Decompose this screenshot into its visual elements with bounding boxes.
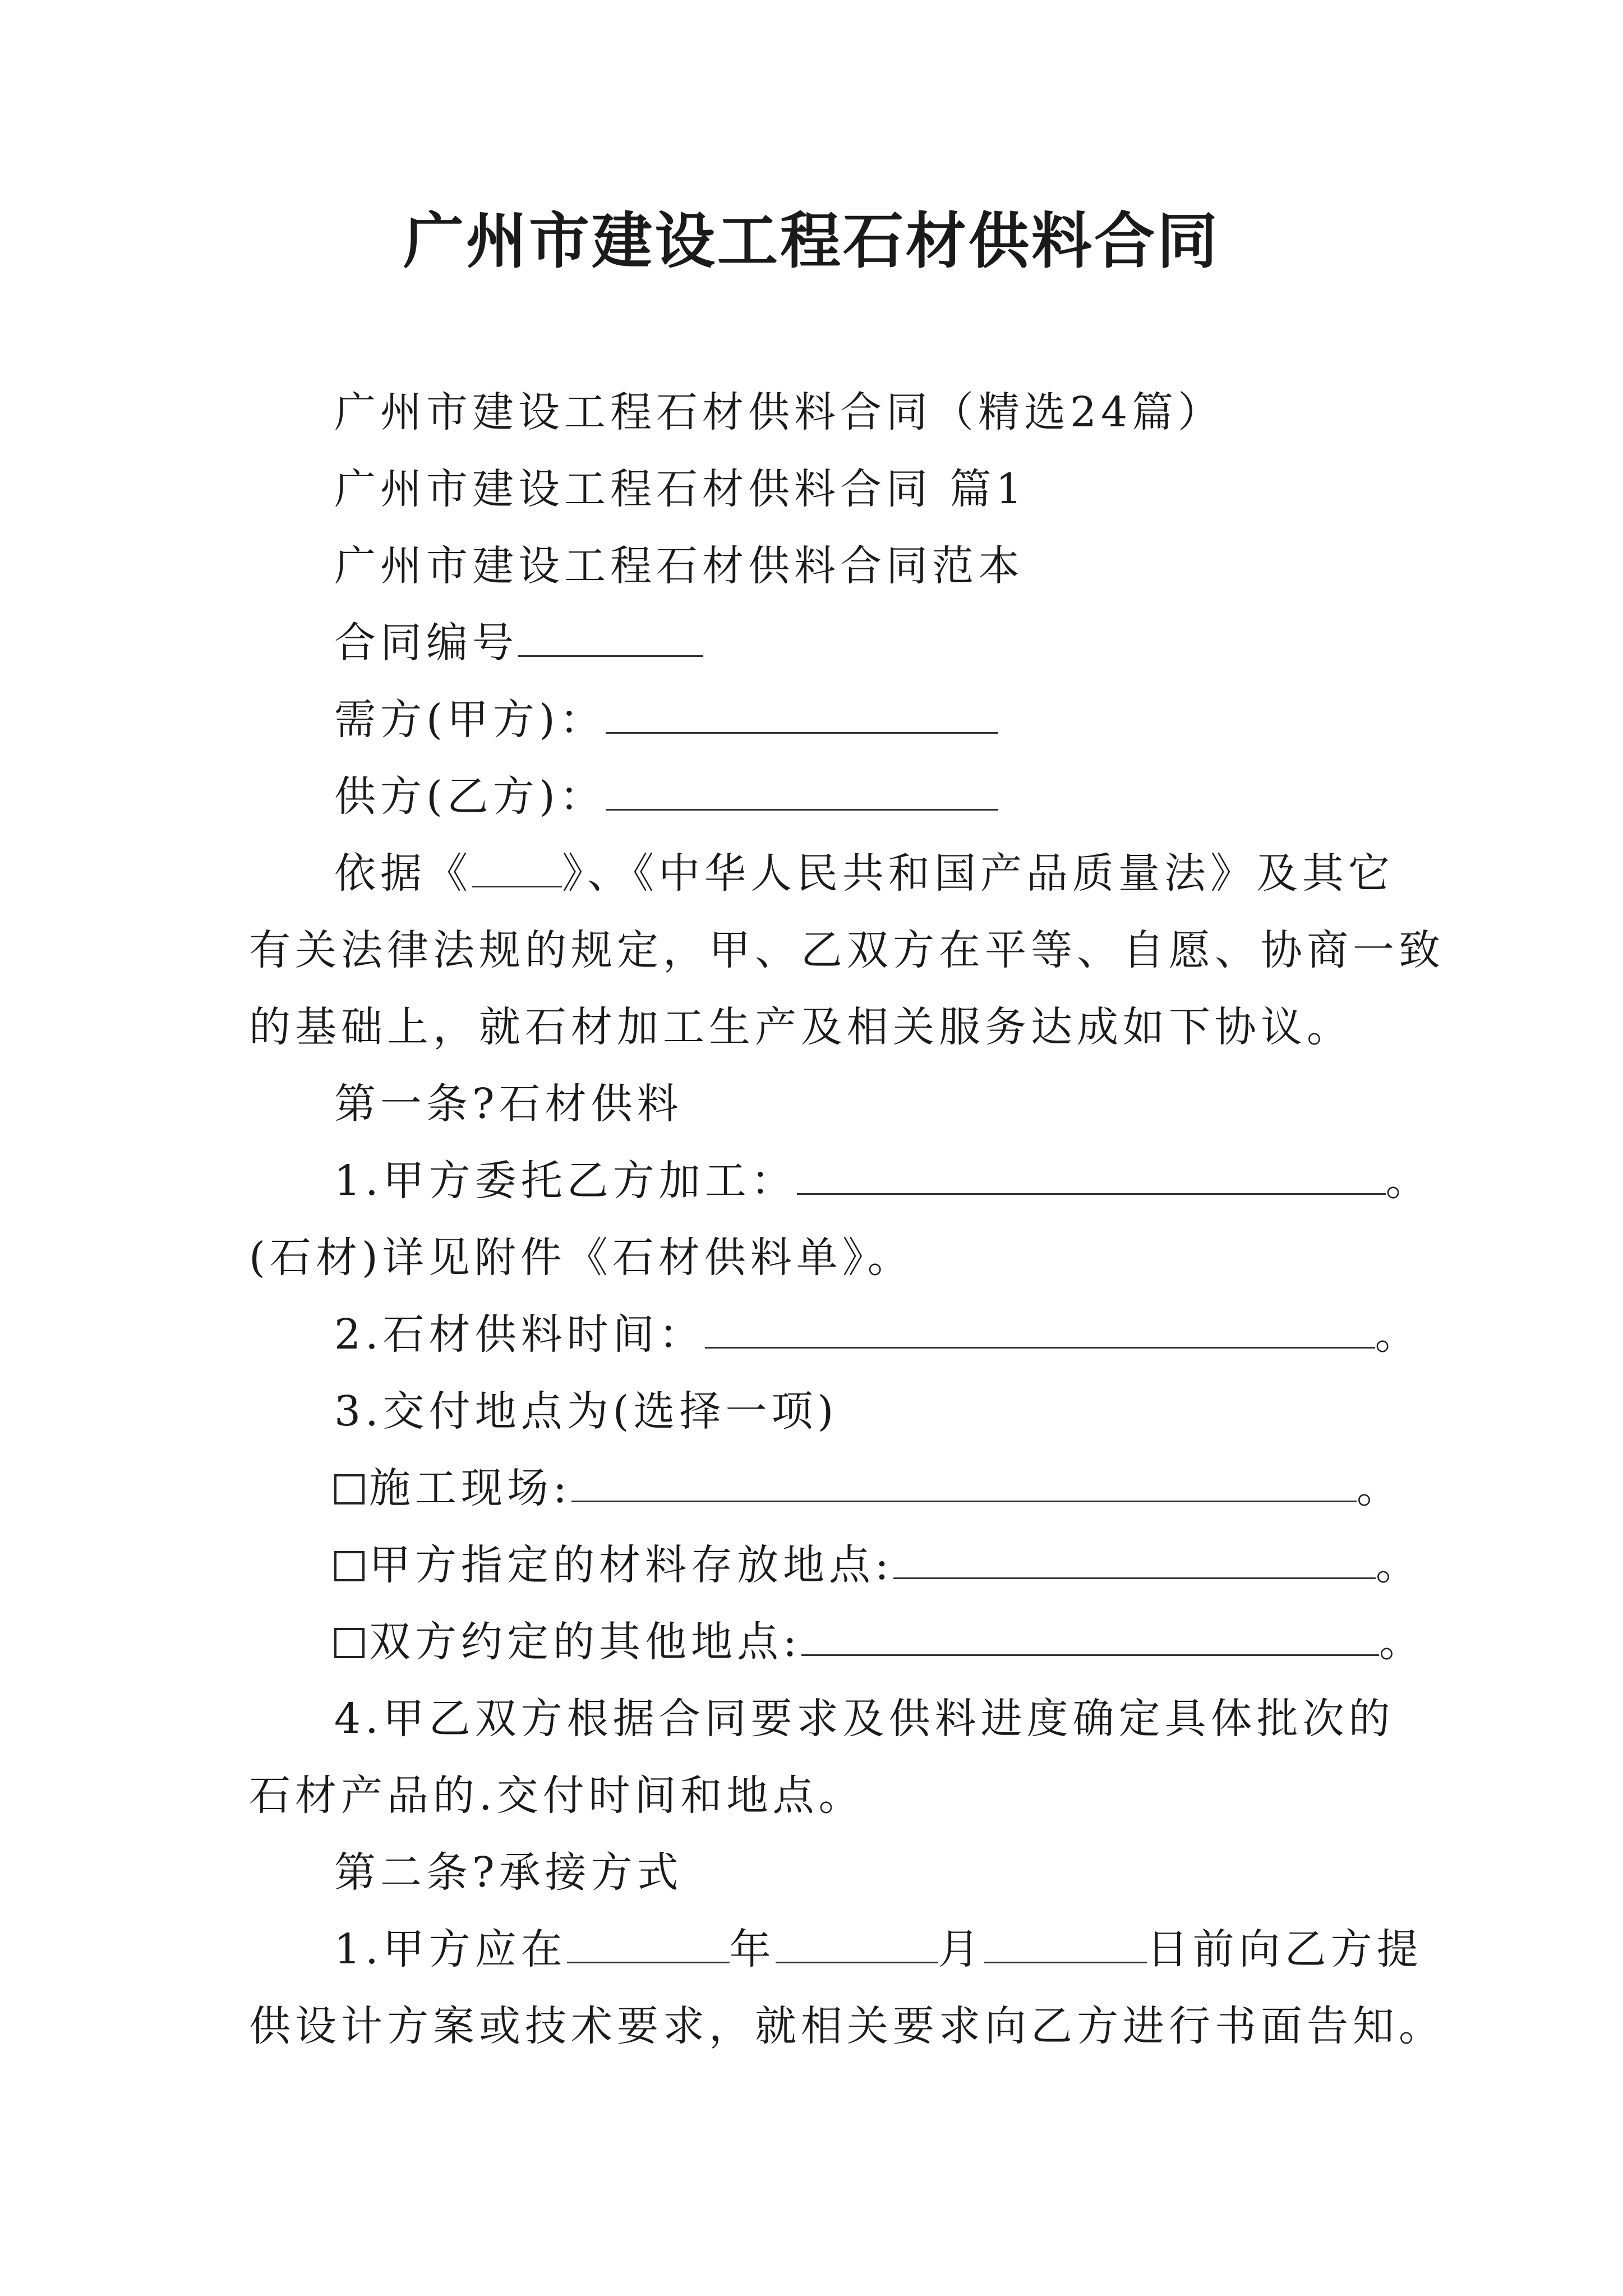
basis-line-3: 的基础上，就石材加工生产及相关服务达成如下协议。 [249,1003,1353,1051]
item-2-label: 2.石材供料时间： [334,1310,705,1359]
month-blank[interactable] [776,1924,938,1963]
year-label: 年 [729,1925,776,1973]
item-2-end: 。 [1375,1310,1421,1359]
basis-text-a: 依据《 [334,849,472,898]
item-1-blank[interactable] [797,1155,1386,1195]
option-3-line [334,1611,1425,1673]
law-name-blank[interactable] [472,848,562,887]
item-1-label: 1.甲方委托乙方加工： [334,1157,797,1205]
item-4-line: 4.甲乙双方根据合同要求及供料进度确定具体批次的 [334,1695,1395,1743]
contract-number-blank[interactable] [518,617,703,657]
option-2-line [334,1534,1422,1596]
part-heading: 广州市建设工程石材供料合同 篇1 [334,465,1027,513]
checkbox-other-location[interactable] [334,1628,365,1658]
article-2-item-1-line [334,1918,1423,1980]
contract-number-line [334,612,703,674]
subtitle-line: 广州市建设工程石材供料合同（精选24篇） [334,388,1224,436]
supplier-label: 供方(乙方)： [334,772,606,821]
checkbox-construction-site[interactable] [334,1474,365,1504]
buyer-line [334,689,998,751]
item-2-blank[interactable] [705,1309,1375,1349]
item-4-continuation: 石材产品的.交付时间和地点。 [249,1772,865,1820]
buyer-blank[interactable] [606,694,998,734]
option-1-line [334,1457,1403,1519]
deadline-label: 1.甲方应在 [334,1925,567,1973]
buyer-label: 需方(甲方)： [334,696,606,744]
item-1-end: 。 [1385,1157,1432,1205]
item-1-continuation: (石材)详见附件《石材供料单》。 [249,1234,914,1282]
item-2-line [334,1304,1421,1365]
day-blank[interactable] [984,1924,1147,1963]
supplier-line [334,766,998,827]
option-2-label: 甲方指定的材料存放地点: [369,1541,893,1589]
checkbox-designated-storage[interactable] [334,1551,365,1581]
basis-line-1 [334,843,1394,904]
option-2-end: 。 [1375,1541,1422,1589]
option-1-label: 施工现场: [369,1464,571,1512]
article-2-heading: 第二条?承接方式 [334,1848,683,1897]
item-1-line [334,1150,1432,1212]
article-2-item-1-continuation: 供设计方案或技术要求，就相关要求向乙方进行书面告知。 [249,2002,1445,2050]
option-3-label: 双方约定的其他地点: [369,1618,801,1666]
document-title: 广州市建设工程石材供料合同 [403,206,1220,277]
supplier-blank[interactable] [606,771,998,811]
year-blank[interactable] [567,1924,730,1963]
option-1-blank[interactable] [571,1462,1357,1502]
option-1-end: 。 [1356,1464,1403,1512]
contract-number-label: 合同编号 [334,619,518,667]
basis-line-2: 有关法律法规的规定，甲、乙双方在平等、自愿、协商一致 [249,926,1445,974]
template-heading: 广州市建设工程石材供料合同范本 [334,542,1024,590]
option-3-end: 。 [1378,1618,1425,1666]
day-label-text: 日前向乙方提 [1146,1925,1423,1973]
item-3-line: 3.交付地点为(选择一项) [334,1387,838,1435]
article-1-heading: 第一条?石材供料 [334,1080,683,1128]
basis-text-b: 》、《中华人民共和国产品质量法》及其它 [562,849,1394,898]
month-label: 月 [938,1925,984,1973]
option-3-blank[interactable] [801,1616,1379,1656]
option-2-blank[interactable] [893,1539,1376,1579]
